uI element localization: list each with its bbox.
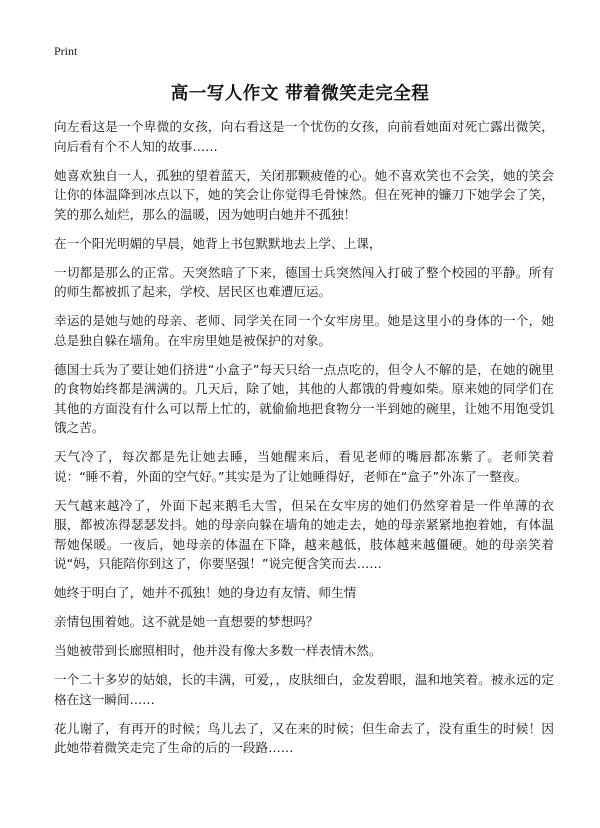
- paragraph: 德国士兵为了要让她们挤进“小盒子”每天只给一点点吃的，但令人不解的是，在她的碗里的食物始终都是满满的。几天后，除了她，其他的人都饿的骨瘦如柴。原来她的同学们在其他的方面没有什么可以帮上忙的，就偷偷地把食物分一半到她的碗里，让她不用饱受饥饿之苦。: [54, 361, 554, 435]
- paragraph: 在一个阳光明媚的早晨，她背上书包默默地去上学、上课，: [54, 235, 382, 251]
- paragraph: 一个二十多岁的姑娘，长的丰满，可爱，，皮肤细白，金发碧眼，温和地笑着。被永远的定格在这一瞬间……: [54, 672, 554, 707]
- paragraph: 她终于明白了，她并不孤独！她的身边有友情、师生情: [54, 585, 357, 600]
- paragraph: 天气越来越冷了，外面下起来鹅毛大雪，但呆在女牢房的她们仍然穿着是一件单薄的衣服，都被冻得瑟瑟发抖。她的母亲向躲在墙角的她走去，她的母亲紧紧地抱着她，有体温帮她保暖。一夜后，她母亲的体温在下降，越来越低，肢体越来越僵硬。她的母亲笑着说“妈，只能陪你到这了，你要坚强！”说完便含笑而去……: [54, 497, 554, 571]
- print-link[interactable]: Print: [54, 44, 78, 58]
- paragraph: 她喜欢独自一人，孤独的望着蓝天，关闭那颗疲倦的心。她不喜欢笑也不会笑，她的笑会让你的体温降到冰点以下，她的笑会让你觉得毛骨悚然。但在死神的镰刀下她学会了笑，笑的那么灿烂，那么的温暖，因为她明白她并不孤独！: [54, 167, 554, 222]
- paragraph: 一切都是那么的正常。天突然暗了下来，德国士兵突然闯入打破了整个校园的平静。所有的师生都被抓了起来，学校、居民区也难遭厄运。: [54, 264, 554, 299]
- article-body: [54, 117, 554, 767]
- page-title: 高一写人作文 带着微笑走完全程: [170, 84, 430, 104]
- paragraph: 幸运的是她与她的母亲、老师、同学关在同一个女牢房里。她是这里小的身体的一个，她总是独自躲在墙角。在牢房里她是被保护的对象。: [54, 313, 554, 348]
- paragraph: 当她被带到长廊照相时，他并没有像大多数一样表情木然。: [54, 643, 382, 658]
- paragraph: 花儿谢了，有再开的时候；鸟儿去了，又在来的时候；但生命去了，没有重生的时候！因此她带着微笑走完了生命的后的一段路……: [54, 720, 554, 755]
- paragraph: 向左看这是一个卑微的女孩，向右看这是一个忧伤的女孩，向前看她面对死亡露出微笑，向后看有个不人知的故事……: [54, 119, 554, 154]
- paragraph: 天气冷了，每次都是先让她去睡，当她醒来后，看见老师的嘴唇都冻紫了。老师笑着说：“睡不着，外面的空气好。”其实是为了让她睡得好，老师在“盒子”外冻了一整夜。: [54, 449, 554, 484]
- paragraph: 亲情包围着她。这不就是她一直想要的梦想吗？: [54, 614, 319, 629]
